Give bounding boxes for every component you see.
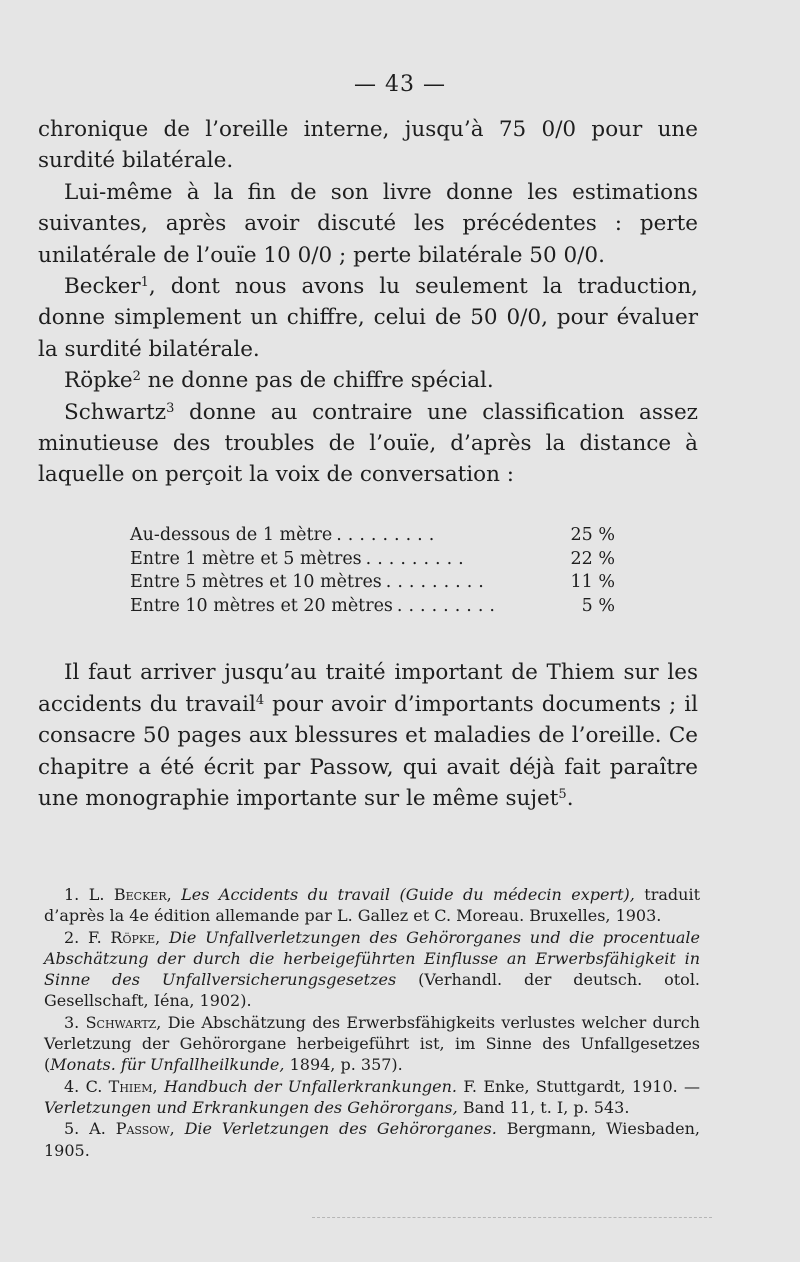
table-row-value: 5 % (581, 595, 615, 616)
scan-artifact-line (312, 1217, 712, 1230)
table-row (130, 524, 615, 548)
dot-leader: ......... (336, 525, 441, 545)
footnote-number: 2. F. (64, 927, 102, 947)
dot-leader: ......... (396, 595, 501, 616)
footnote-ref-5: 5 (558, 787, 567, 803)
footnote-text: traduit d’après la 4e édition allemande par L. Gallez et C. Moreau. Bruxelles, 1903. (44, 885, 701, 926)
footnote-number: 3. (64, 1012, 80, 1032)
footnote-text: Die Abschätzung des Erwerbsfähigkeits verlustes welcher durch Verletzung der Gehörorgane herbeigeführt ist, im Sinne des Unfallgesetzes ( (44, 1012, 700, 1075)
paragraph-5-text: donne au contraire une classification assez minutieuse des troubles de l’ouïe, d’après la distance à laquelle on perçoit la voix de conversation : (38, 399, 698, 488)
footnote-text: Bergmann, Wiesbaden, 1905. (44, 1119, 700, 1160)
footnote-text-end: 1894, p. 357). (289, 1055, 403, 1075)
footnote-1 (44, 884, 700, 927)
table-row-label: Au-dessous de 1 mètre (130, 525, 333, 545)
footnote-number: 4. C. (64, 1076, 103, 1096)
footnote-number: 1. L. (64, 885, 105, 904)
footnote-ref-3: 3 (166, 400, 175, 416)
paragraph-6-start: Il faut arriver jusqu’au traité important de Thiem sur les accidents du travail (38, 660, 698, 717)
table-row-value: 22 % (570, 548, 615, 569)
paragraph-6-end: . (566, 786, 574, 812)
paragraph-3-text: , dont nous avons lu seulement la traduction, donne simplement un chiffre, celui de 50 0/0, pour évaluer la surdité bilatérale. (38, 274, 698, 362)
dot-leader: ......... (365, 548, 470, 569)
footnotes (44, 884, 700, 1161)
paragraph-6 (38, 657, 698, 815)
table-row-label: Entre 1 mètre et 5 mètres (130, 548, 362, 569)
table-row-label: Entre 5 mètres et 10 mètres (130, 572, 382, 592)
table-row-label: Entre 10 mètres et 20 mètres (130, 595, 393, 616)
footnote-3 (44, 1012, 700, 1076)
author-becker: Becker (64, 274, 141, 300)
paragraph-6-middle: pour avoir d’importants documents ; il consacre 50 pages aux blessures et maladies de l’oreille. Ce chapitre a été écrit par Passow, qui avait déjà fait paraître une monographie importante sur le même sujet (38, 691, 698, 812)
footnote-text: (Verhandl. der deutsch. otol. Gesellschaft, Iéna, 1902). (44, 970, 701, 1011)
table-row (130, 571, 615, 595)
table-row (130, 548, 615, 572)
author-schwartz: Schwartz (64, 399, 167, 425)
footnote-author: Schwartz, (85, 1012, 162, 1032)
paragraph-4-text: ne donne pas de chiffre spécial. (140, 368, 494, 394)
table-row (130, 595, 615, 619)
dot-leader: ......... (385, 572, 490, 592)
main-text-lower (38, 657, 698, 815)
paragraph-2: Lui-même à la fin de son livre donne les estimations suivantes, après avoir discuté les précédentes : perte unilatérale de l’ouïe 10 0/0 ; perte bilatérale 50 0/0. (38, 179, 698, 268)
footnote-2 (44, 927, 700, 1012)
footnote-title: Handbuch der Unfallerkrankungen. (163, 1076, 457, 1096)
author-ropke: Röpke (64, 368, 133, 394)
footnote-author: Becker, (113, 885, 172, 904)
paragraph-1: chronique de l’oreille interne, jusqu’à 75 0/0 pour une surdité bilatérale. (38, 117, 698, 174)
table-row-value: 25 % (570, 525, 615, 545)
footnote-text-end: Band 11, t. I, p. 543. (462, 1097, 630, 1117)
hearing-distance-table (130, 524, 615, 618)
footnote-title: Les Accidents du travail (Guide du médecin expert), (181, 885, 635, 904)
paragraph-4 (38, 365, 698, 396)
footnote-author: Röpke, (110, 927, 161, 947)
footnote-author: Passow, (115, 1119, 175, 1139)
paragraph-3 (38, 271, 698, 365)
paragraph-5 (38, 397, 698, 491)
table-row-value: 11 % (570, 572, 615, 592)
footnote-ref-4: 4 (255, 692, 265, 708)
footnote-ref-1: 1 (140, 275, 149, 291)
footnote-4 (44, 1076, 700, 1119)
main-text-upper (38, 114, 698, 491)
footnote-title: Monats. für Unfallheilkunde, (50, 1055, 285, 1075)
footnote-title: Die Unfallverletzungen des Gehörorganes und die procentuale Abschätzung der durch die herbeigeführten Einflusse an Erwerbsfähigkeit in Sinne des Unfallversicherungsgesetzes (44, 927, 701, 990)
footnote-author: Thiem, (108, 1076, 158, 1096)
footnote-title-2: Verletzungen und Erkrankungen des Gehörorgans, (44, 1097, 458, 1117)
footnote-5 (44, 1118, 700, 1161)
footnote-title: Die Verletzungen des Gehörorganes. (184, 1119, 497, 1139)
footnote-ref-2: 2 (132, 369, 141, 385)
footnote-number: 5. A. (64, 1119, 106, 1139)
page-number: — 43 — (354, 72, 446, 97)
footnote-text: F. Enke, Stuttgardt, 1910. — (463, 1076, 701, 1096)
